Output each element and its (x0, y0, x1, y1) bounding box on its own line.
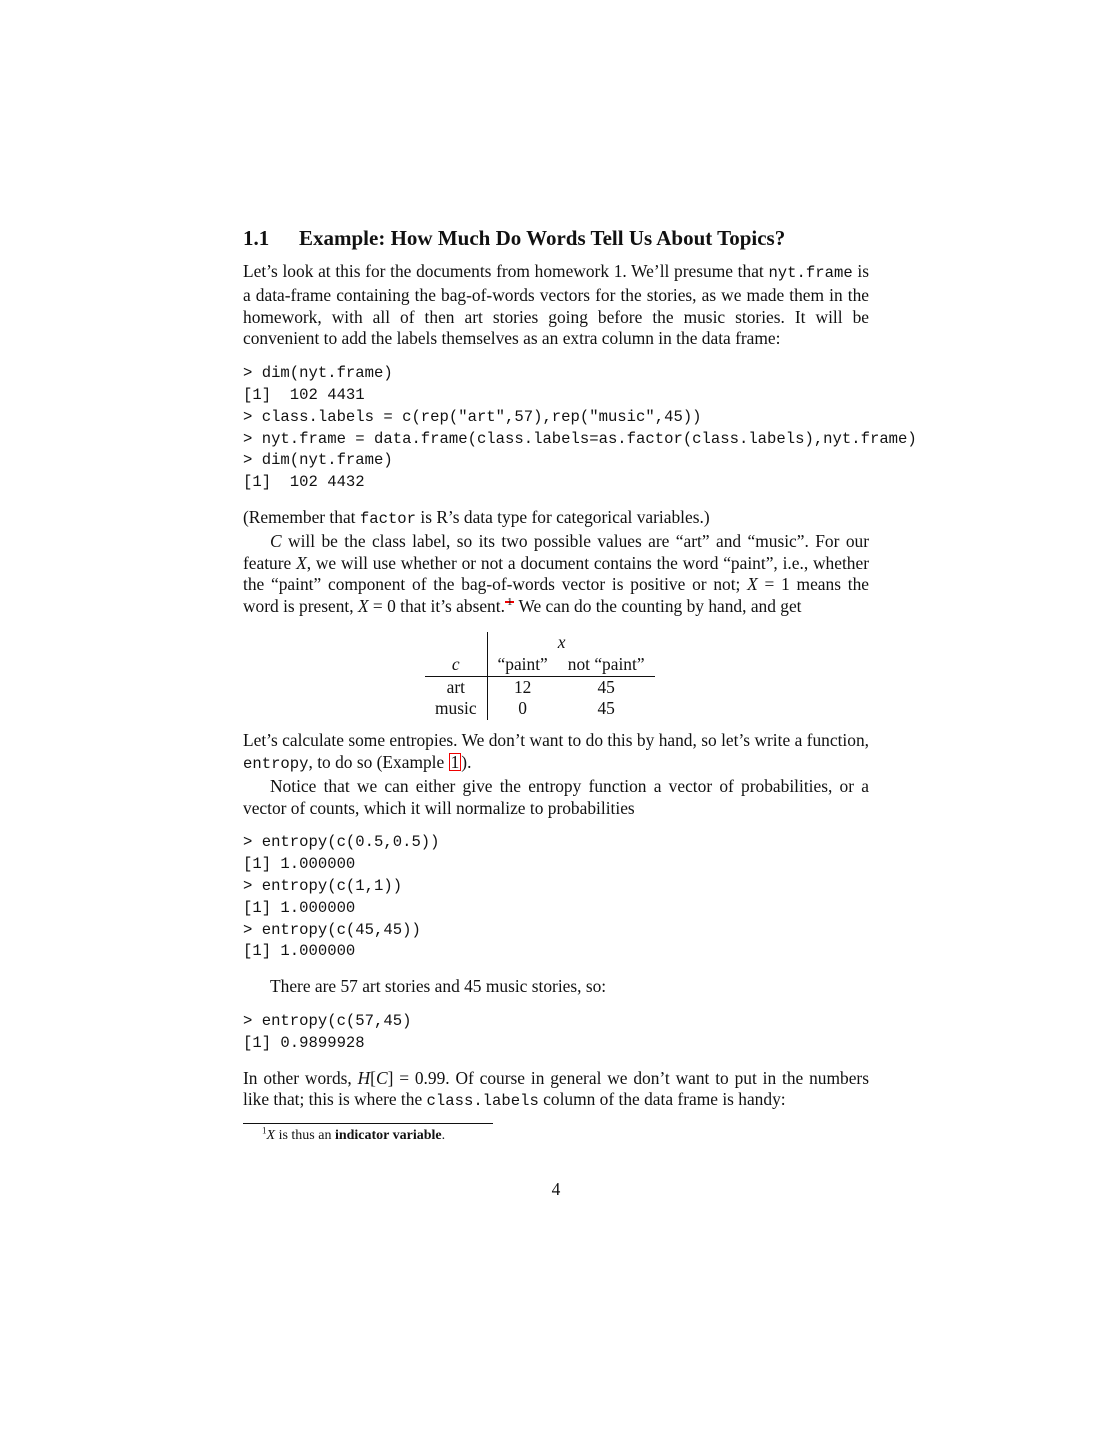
text: We can do the counting by hand, and get (514, 596, 802, 617)
column-header: “paint” (487, 654, 558, 676)
math: H (357, 1067, 371, 1088)
code-block-1 (243, 363, 917, 494)
text: = 0 that it’s absent. (368, 596, 505, 617)
code-line: [1] 0.9899928 (243, 1033, 365, 1052)
text: ] = 0.99. Of course in general we don’t want to put in the numbers like that; this is where the (243, 1067, 869, 1110)
section-heading (243, 226, 869, 251)
section-title: Example: How Much Do Words Tell Us About Topics? (299, 226, 786, 250)
text: = 1 means the word is present, (243, 574, 869, 617)
page-content (243, 226, 917, 1200)
code-line: [1] 102 4432 (243, 473, 365, 492)
math: [ (370, 1067, 376, 1088)
text: Let’s look at this for the documents from homework 1. We’ll presume that (243, 261, 769, 281)
math: X (296, 552, 307, 573)
inline-code: nyt.frame (768, 264, 853, 282)
row-variable: c (451, 653, 460, 674)
contingency-table (425, 632, 655, 720)
math: C (375, 1067, 388, 1088)
code-line: > class.labels = c(rep("art",57),rep("music",45)) (243, 407, 702, 426)
footnote-mark: 1 (262, 1125, 267, 1136)
code-line: > dim(nyt.frame) (243, 451, 393, 470)
paragraph-counts: There are 57 art stories and 45 music stories, so: (270, 976, 607, 997)
section-number: 1.1 (243, 226, 270, 250)
paragraph-factor (243, 507, 869, 531)
math: X (266, 1128, 276, 1144)
table-row (425, 698, 655, 720)
text: , to do so (Example (308, 751, 449, 772)
code-line: > entropy(c(57,45) (243, 1011, 412, 1030)
table-row (425, 676, 655, 698)
paragraph-intro (243, 261, 869, 350)
text: Let’s calculate some entropies. We don’t want to do this by hand, so let’s write a function, (243, 730, 869, 751)
math: C (270, 530, 282, 551)
example-link[interactable]: 1 (450, 751, 460, 772)
text: is R’s data type for categorical variables.) (416, 506, 710, 527)
code-line: [1] 102 4431 (243, 385, 365, 404)
footnote-rule (243, 1123, 493, 1124)
code-line: > entropy(c(1,1)) (243, 876, 403, 895)
code-line: [1] 1.000000 (243, 942, 356, 961)
inline-code: entropy (243, 754, 309, 773)
code-line: > entropy(c(45,45)) (243, 920, 421, 939)
code-line: [1] 1.000000 (243, 898, 356, 917)
text: . (441, 1128, 446, 1144)
bold-term: indicator variable (334, 1128, 442, 1144)
code-line: > nyt.frame = data.frame(class.labels=as.factor(class.labels),nyt.frame) (243, 429, 917, 448)
text: (Remember that (243, 506, 360, 527)
text: will be the class label, so its two possible values are “art” and “music”. For our feature (243, 530, 869, 573)
inline-code: class.labels (426, 1092, 539, 1111)
text: In other words, (243, 1067, 358, 1088)
code-line: > dim(nyt.frame) (243, 364, 393, 383)
footnote (243, 1127, 869, 1145)
inline-code: factor (359, 509, 417, 528)
text: column of the data frame is handy: (538, 1089, 786, 1110)
paragraph-entropies (243, 730, 869, 776)
cell: 45 (597, 698, 615, 719)
paragraph-other-words (243, 1068, 869, 1114)
column-header: not “paint” (558, 654, 655, 676)
paragraph-notice: Notice that we can either give the entropy function a vector of probabilities, or a vector of counts, which it will normalize to probabilities (243, 775, 869, 818)
text: , we will use whether or not a document contains the word “paint”, i.e., whether the “paint” component of the bag-of-words vector is positive or not; (243, 552, 869, 595)
text: is thus an (275, 1128, 335, 1144)
paragraph-feature (243, 531, 869, 618)
code-line: > entropy(c(0.5,0.5)) (243, 833, 440, 852)
text: is a data-frame containing the bag-of-words vectors for the stories, as we made them in the homework, with all of then art stories going before the music stories. It will be convenient to add the labels themselves as an extra column in the data frame: (243, 261, 869, 349)
cell: 12 (513, 676, 532, 697)
code-block-3 (243, 1011, 869, 1055)
cell: 45 (597, 676, 615, 697)
text: ). (461, 751, 472, 772)
math: X (747, 574, 758, 595)
math: X (357, 596, 369, 617)
code-block-2 (243, 832, 869, 963)
column-variable: x (557, 631, 566, 652)
row-label: art (425, 676, 487, 698)
page-number: 4 (551, 1179, 561, 1200)
cell: 0 (518, 698, 527, 719)
code-line: [1] 1.000000 (243, 855, 356, 874)
row-label: music (425, 698, 487, 720)
footnote-link[interactable]: 1 (506, 596, 513, 609)
